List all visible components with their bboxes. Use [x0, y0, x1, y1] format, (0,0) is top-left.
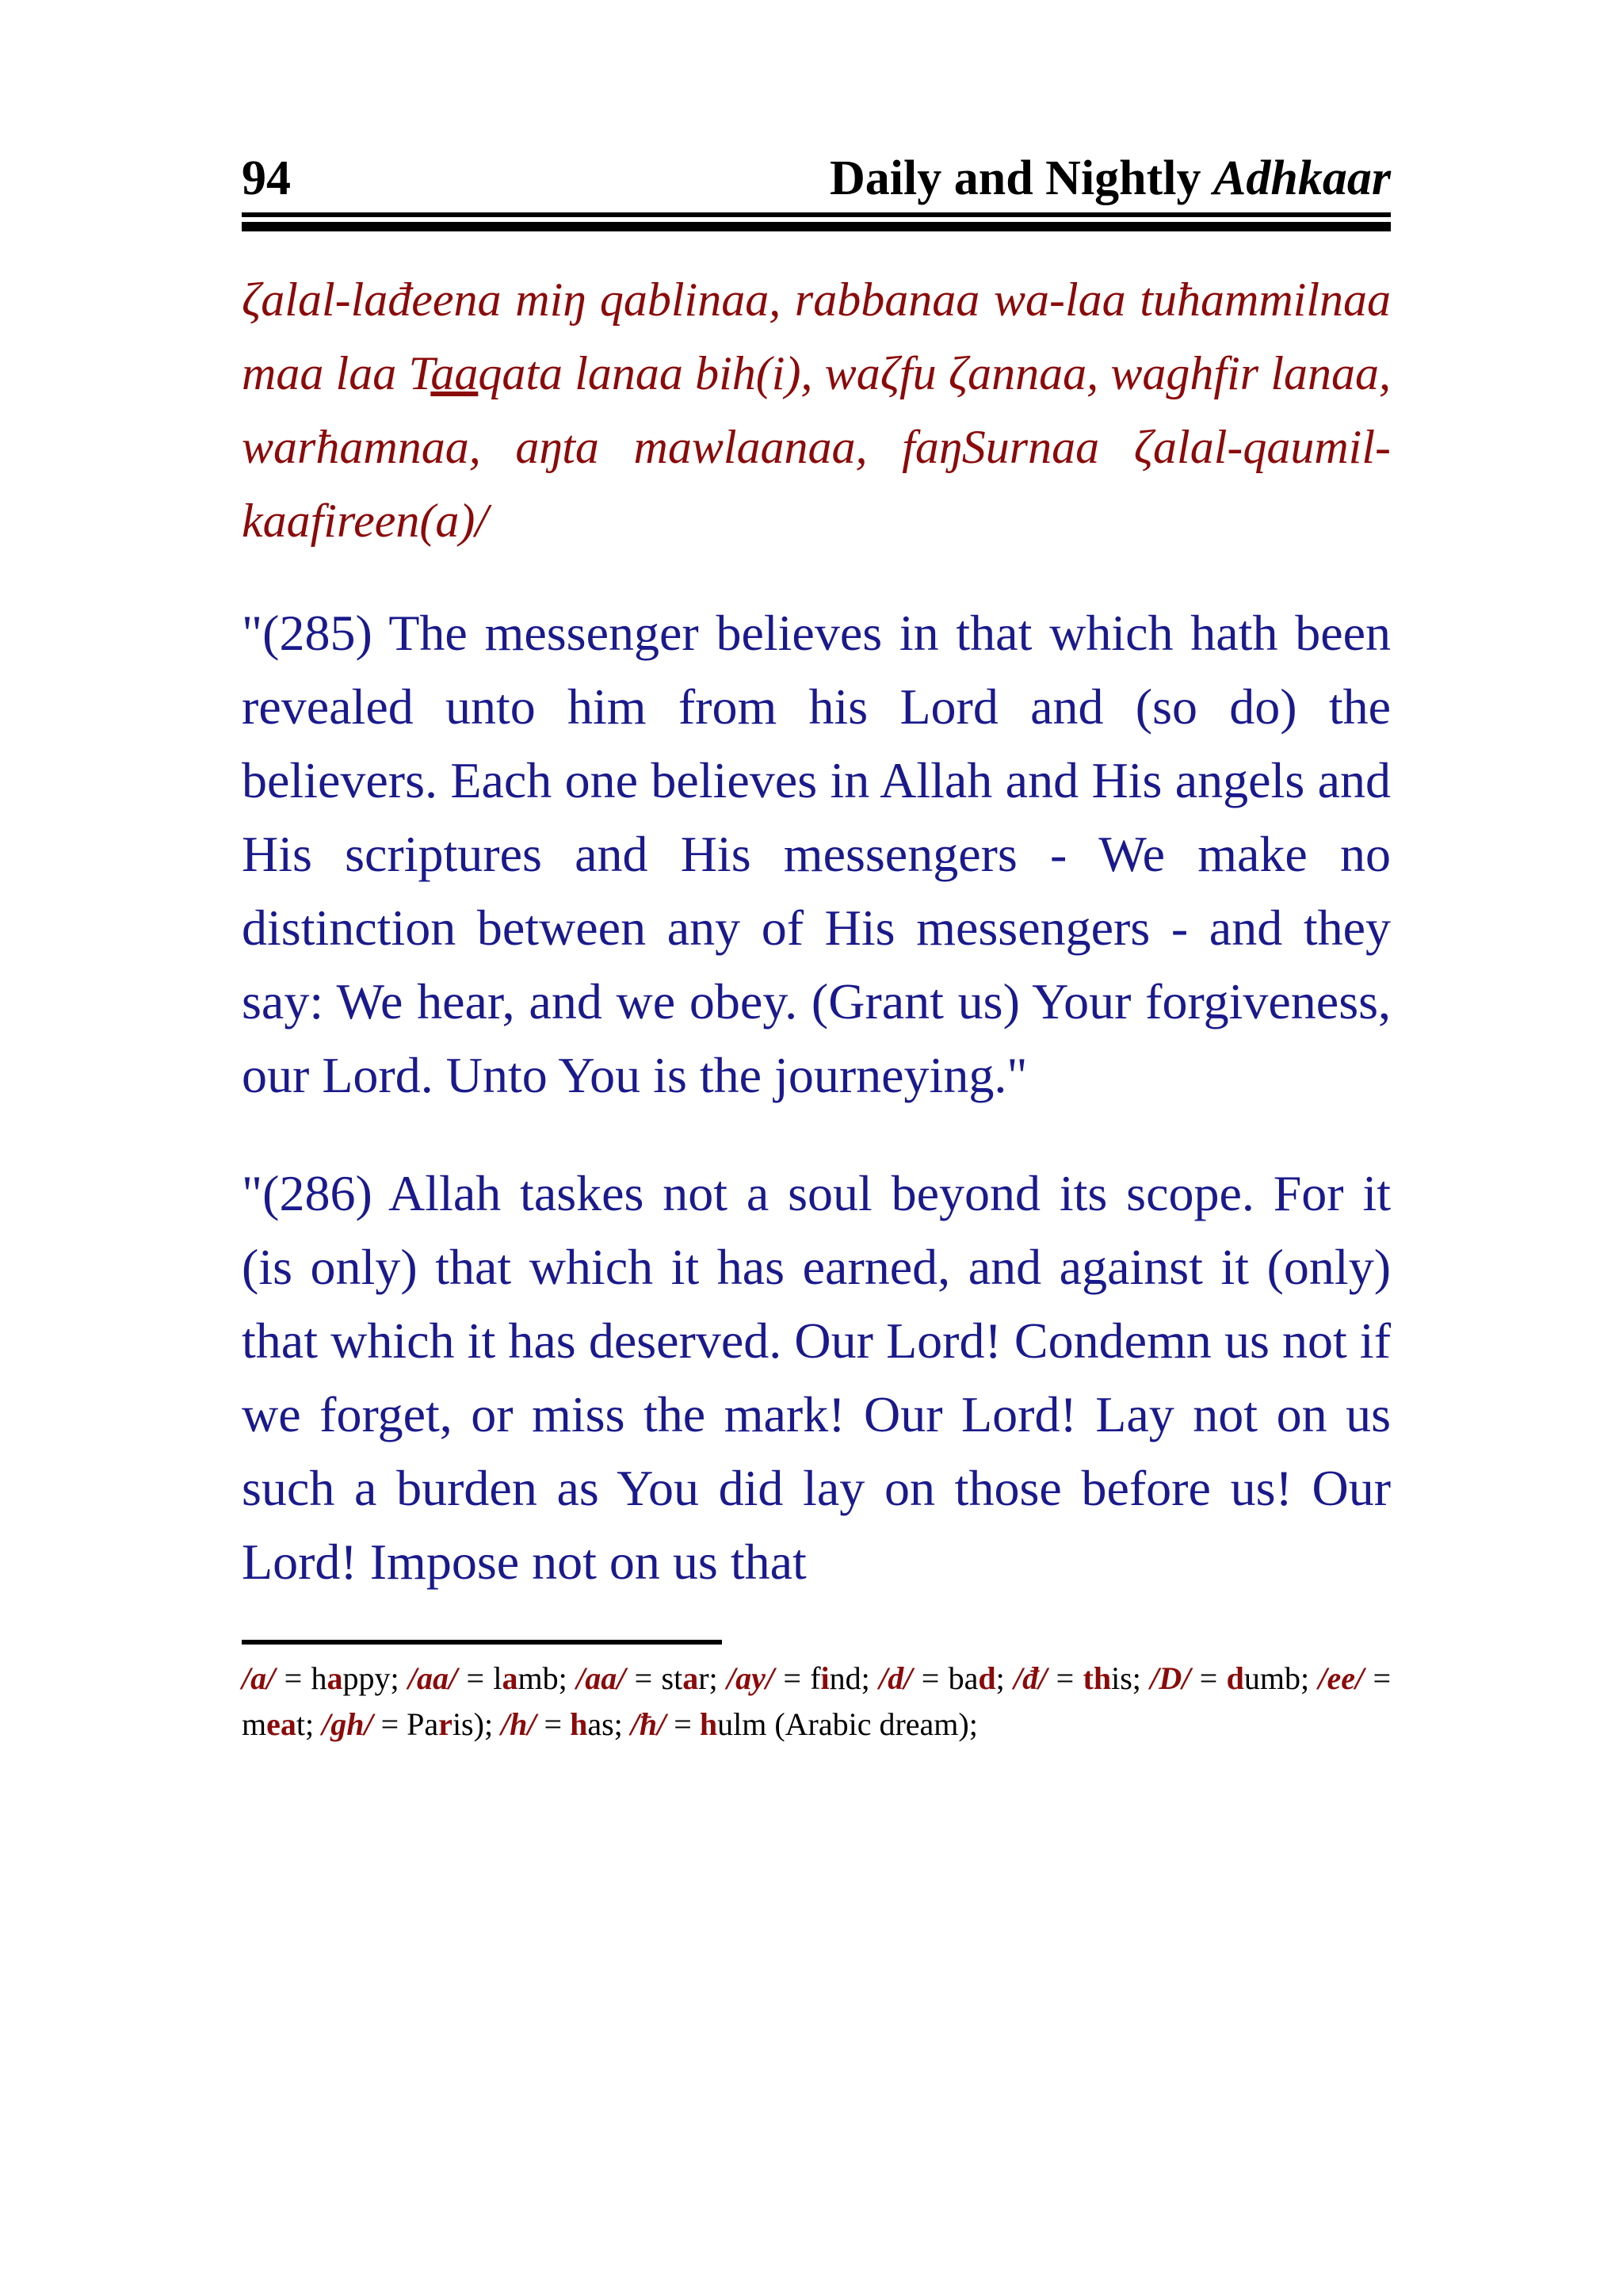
footnote-equals: = — [1190, 1660, 1227, 1696]
footnote-key: /D/ — [1150, 1660, 1191, 1696]
footnote-example-highlight: a — [682, 1660, 699, 1696]
footnote-example-post: nd; — [829, 1660, 880, 1696]
transliteration-line-5: kaafireen(a)/ — [242, 495, 488, 547]
footnote-example-highlight: a — [502, 1660, 518, 1696]
footnote-key: /d/ — [879, 1660, 913, 1696]
footnote-example-pre: st — [661, 1660, 683, 1696]
footnote-example-pre: h — [311, 1660, 327, 1696]
footnote-example-post: umb; — [1243, 1660, 1319, 1696]
footnote-example-highlight: ea — [266, 1706, 296, 1742]
footnote-key: /aa/ — [576, 1660, 626, 1696]
transliteration-underlined-aa: aa — [430, 347, 479, 399]
footnote-example-highlight: a — [327, 1660, 343, 1696]
footnote-example-post: mb; — [517, 1660, 577, 1696]
footnote-example-pre: Pa — [407, 1706, 439, 1742]
footnote-entry — [408, 1660, 576, 1696]
page-header — [242, 151, 1391, 206]
transliteration-paragraph — [242, 263, 1391, 558]
footnote-example-highlight: h — [570, 1706, 588, 1742]
footnote-equals: = — [1364, 1660, 1392, 1696]
footnote-equals: = — [372, 1706, 407, 1742]
footnote-rule — [242, 1640, 722, 1645]
footnote-example-highlight: d — [1226, 1660, 1244, 1696]
footnote-key: /đ/ — [1014, 1660, 1048, 1696]
footnote-example-highlight: th — [1083, 1660, 1112, 1696]
page-number: 94 — [242, 151, 291, 205]
footnote-example-post: ulm (Arabic dream); — [717, 1706, 978, 1742]
footnote-example-pre: l — [493, 1660, 502, 1696]
footnote-equals: = — [536, 1706, 571, 1742]
footnote-entry — [1150, 1660, 1318, 1696]
footnote-entry — [879, 1660, 1014, 1696]
footnote-equals: = — [773, 1660, 811, 1696]
footnote-example-post: is); — [452, 1706, 502, 1742]
footnote-example-post: as; — [587, 1706, 631, 1742]
footnote-example-pre: f — [810, 1660, 821, 1696]
footnote-equals: = — [275, 1660, 311, 1696]
footnote-entry — [501, 1706, 631, 1742]
footnote-example-post: ppy; — [342, 1660, 408, 1696]
header-rule-thin — [242, 212, 1391, 217]
header-rule-thick — [242, 222, 1391, 231]
book-page — [242, 151, 1391, 1748]
footnote-key: /aa/ — [407, 1660, 458, 1696]
footnote-key: /ee/ — [1318, 1660, 1365, 1696]
transliteration-line-2a: tuħammilnaa maa laa T — [242, 273, 1391, 399]
running-title — [830, 151, 1391, 206]
footnote-equals: = — [666, 1706, 700, 1742]
footnote-entry — [322, 1706, 501, 1742]
footnote-key: /gh/ — [322, 1706, 373, 1742]
footnote-example-post: is; — [1111, 1660, 1151, 1696]
footnote-entry — [727, 1660, 879, 1696]
footnote-example-highlight: r — [438, 1706, 453, 1742]
running-title-italic: Adhkaar — [1213, 151, 1391, 205]
footnote-example-pre: m — [242, 1706, 267, 1742]
transliteration-line-2b: qata lanaa bih(i), — [478, 347, 813, 399]
footnote-key: /ħ/ — [630, 1706, 666, 1742]
footnote-equals: = — [912, 1660, 949, 1696]
footnote-equals: = — [625, 1660, 662, 1696]
footnote-key: /a/ — [242, 1660, 276, 1696]
footnote-example-post: r; — [698, 1660, 727, 1696]
footnote-example-post: ; — [995, 1660, 1014, 1696]
footnote-equals: = — [457, 1660, 494, 1696]
footnote-entry — [242, 1660, 408, 1696]
footnote-example-post: t; — [296, 1706, 323, 1742]
footnotes — [242, 1656, 1391, 1748]
footnote-example-highlight: d — [978, 1660, 996, 1696]
footnote-example-pre: ba — [948, 1660, 979, 1696]
transliteration-line-3: waζfu ζannaa, waghfir lanaa, warħamnaa, — [242, 347, 1391, 473]
transliteration-line-1: ζalal-lađeena miŋ qablinaa, rabbanaa wa-laa — [242, 273, 1126, 326]
footnote-example-highlight: h — [699, 1706, 718, 1742]
translation-verse-285: "(285) The messenger believes in that which hath been revealed unto him from his Lord and (so do) the believers. Each one believes in Allah and His angels and His scriptures and His messengers - We make no distinction between any of His messengers - and they say: We hear, and we obey. (Grant us) Your forgiveness, our Lord. Unto You is the journeying." — [242, 605, 1391, 1103]
footnote-equals: = — [1047, 1660, 1083, 1696]
footnote-entry — [576, 1660, 727, 1696]
running-title-plain: Daily and Nightly — [829, 151, 1214, 205]
transliteration-line-4: aŋta mawlaanaa, faŋSurnaa ζalal-qaumil- — [515, 421, 1391, 473]
footnote-entry — [1014, 1660, 1150, 1696]
footnote-entry — [631, 1706, 978, 1742]
footnote-example-highlight: i — [820, 1660, 830, 1696]
footnote-key: /ay/ — [727, 1660, 774, 1696]
footnote-key: /h/ — [501, 1706, 537, 1742]
translation-verse-286: "(286) Allah taskes not a soul beyond its scope. For it (is only) that which it has earned, and against it (only) that which it has deserved. Our Lord! Condemn us not if we forget, or miss the mark! Our Lord! Lay not on us such a burden as You did lay on those before us! Our Lord! Impose not on us that — [242, 1165, 1391, 1590]
